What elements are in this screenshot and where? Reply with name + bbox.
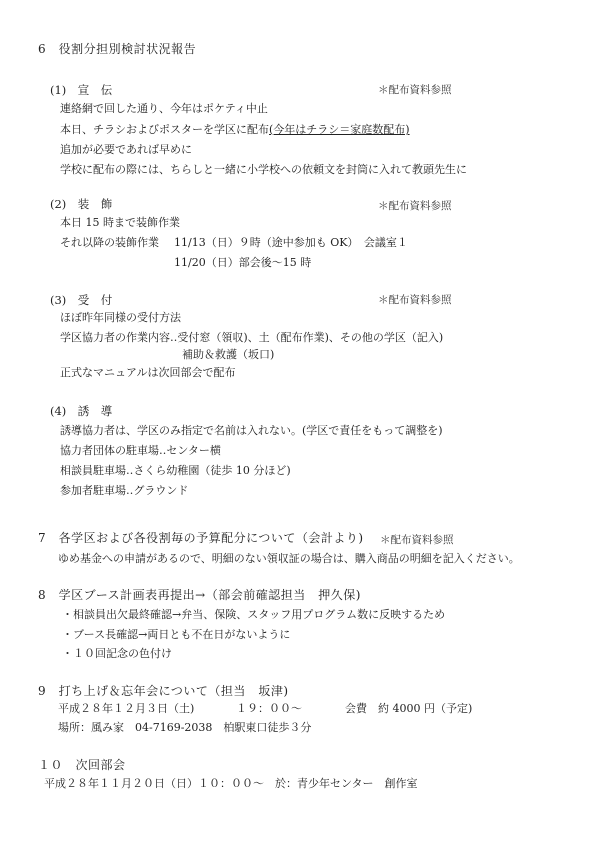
section-10-line1: 平成２８年１１月２０日（日）１０：００～ 於：青少年センター 創作室: [44, 777, 418, 790]
uketsuke-line4: 正式なマニュアルは次回部会で配布: [60, 366, 236, 379]
section-7-line1: ゆめ基金への申請があるので、明細のない領収証の場合は、購入商品の明細を記入ください。: [58, 552, 520, 565]
section-9-fee: 会費 約 4000 円（予定): [345, 702, 473, 715]
yudo-line2: 協力者団体の駐車場‥センター横: [60, 444, 221, 457]
section-9-title: 9 打ち上げ＆忘年会について（担当 坂津): [38, 684, 289, 698]
section-8-line3: ・１０回記念の色付け: [62, 647, 172, 660]
senden-line4: 学校に配布の際には、ちらしと一緒に小学校への依頼文を封筒に入れて教頭先生に: [60, 163, 467, 176]
section-6-title: 6 役割分担別検討状況報告: [38, 42, 197, 56]
senden-line2a: 本日、チラシおよびポスターを学区に配布: [60, 123, 269, 136]
yudo-line3: 相談員駐車場‥さくら幼稚園（徒歩 10 分ほど): [60, 464, 291, 477]
section-10-title: １０ 次回部会: [38, 758, 126, 772]
senden-heading: (1) 宣 伝: [50, 83, 113, 97]
section-9-place: 場所：風み家 04-7169-2038 柏駅東口徒歩３分: [58, 721, 312, 734]
uketsuke-ref: ＊配布資料参照: [378, 294, 452, 306]
senden-line2: [60, 123, 410, 137]
section-7-ref: ＊配布資料参照: [380, 534, 454, 546]
section-8-title: 8 学区ブース計画表再提出→（部会前確認担当 押久保): [38, 588, 361, 602]
yudo-line4: 参加者駐車場‥グラウンド: [60, 484, 189, 497]
soshoku-line1: 本日 15 時まで装飾作業: [60, 216, 180, 229]
yudo-line1: 誘導協力者は、学区のみ指定で名前は入れない。(学区で責任をもって調整を): [60, 424, 443, 437]
senden-line1: 連絡網で回した通り、今年はポケティ中止: [60, 102, 268, 115]
uketsuke-line3: 補助＆救護（坂口): [182, 348, 275, 361]
uketsuke-heading: (3) 受 付: [50, 293, 113, 307]
soshoku-line3: 11/20（日）部会後～15 時: [174, 256, 312, 269]
senden-line2b: (今年はチラシ＝家庭数配布): [269, 123, 410, 136]
senden-line3: 追加が必要であれば早めに: [60, 143, 192, 156]
section-7-title: 7 各学区および各役割毎の予算配分について（会計より): [38, 531, 364, 545]
soshoku-heading: (2) 装 飾: [50, 197, 113, 211]
uketsuke-line2: 学区協力者の作業内容‥受付窓（領収)、土（配布作業)、その他の学区（記入): [60, 331, 444, 344]
section-9-time: １９：００～: [236, 702, 302, 715]
soshoku-line2b: 11/13（日）９時（途中参加も OK） 会議室１: [174, 236, 408, 249]
senden-ref: ＊配布資料参照: [378, 84, 452, 96]
soshoku-ref: ＊配布資料参照: [378, 200, 452, 212]
section-9-date: 平成２８年１２月３日（土): [58, 702, 195, 715]
section-8-line1: ・相談員出欠最終確認→弁当、保険、スタッフ用プログラム数に反映するため: [62, 608, 446, 621]
soshoku-line2a: それ以降の装飾作業: [60, 236, 159, 249]
section-8-line2: ・ブース長確認→両日とも不在日がないように: [62, 628, 291, 641]
uketsuke-line1: ほぼ昨年同様の受付方法: [60, 311, 181, 324]
yudo-heading: (4) 誘 導: [50, 404, 113, 418]
